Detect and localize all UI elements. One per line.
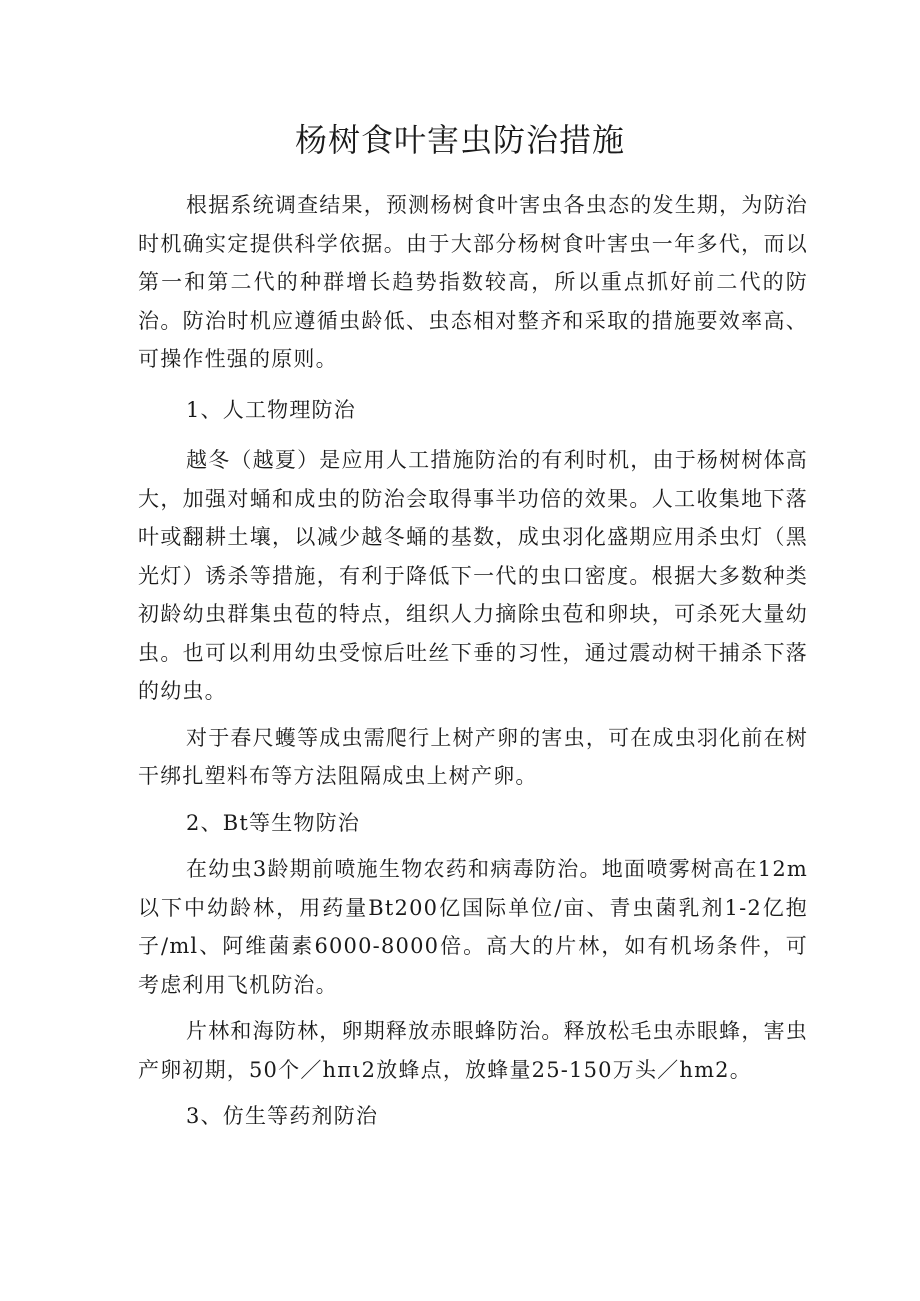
biological-control-paragraph: 在幼虫3龄期前喷施生物农药和病毒防治。地面喷雾树高在12m以下中幼龄林，用药量Bt200亿国际单位/亩、青虫菌乳剂1-2亿抱子/ml、阿维菌素6000-8000倍。高大的片林，如有机场条件，可考虑利用飞机防治。 — [138, 857, 808, 997]
section-heading-2: 2、Bt等生物防治 — [186, 810, 361, 835]
barrier-paragraph: 对于春尺蠖等成虫需爬行上树产卵的害虫，可在成虫羽化前在树干绑扎塑料布等方法阻隔成虫上树产卵。 — [138, 725, 808, 788]
intro-paragraph: 根据系统调查结果，预测杨树食叶害虫各虫态的发生期，为防治时机确实定提供科学依据。由于大部分杨树食叶害虫一年多代，而以第一和第二代的种群增长趋势指数较高，所以重点抓好前二代的防治。防治时机应遵循虫龄低、虫态相对整齐和采取的措施要效率高、可操作性强的原则。 — [138, 193, 808, 371]
manual-control-paragraph: 越冬（越夏）是应用人工措施防治的有利时机，由于杨树树体高大，加强对蛹和成虫的防治会取得事半功倍的效果。人工收集地下落叶或翻耕土壤，以减少越冬蛹的基数，成虫羽化盛期应用杀虫灯（黑光灯）诱杀等措施，有利于降低下一代的虫口密度。根据大多数种类初龄幼虫群集虫苞的特点，组织人力摘除虫苞和卵块，可杀死大量幼虫。也可以利用幼虫受惊后吐丝下垂的习性，通过震动树干捕杀下落的幼虫。 — [138, 448, 808, 703]
section-heading-1: 1、人工物理防治 — [186, 397, 356, 422]
document-body — [138, 186, 808, 1136]
document-title: 杨树食叶害虫防治措施 — [294, 121, 625, 159]
trichogramma-paragraph: 片林和海防林，卵期释放赤眼蜂防治。释放松毛虫赤眼蜂，害虫产卵初期，50个／hπι2放蜂点，放蜂量25-150万头／hm2。 — [138, 1019, 808, 1082]
section-heading-3: 3、仿生等药剂防治 — [186, 1104, 379, 1128]
